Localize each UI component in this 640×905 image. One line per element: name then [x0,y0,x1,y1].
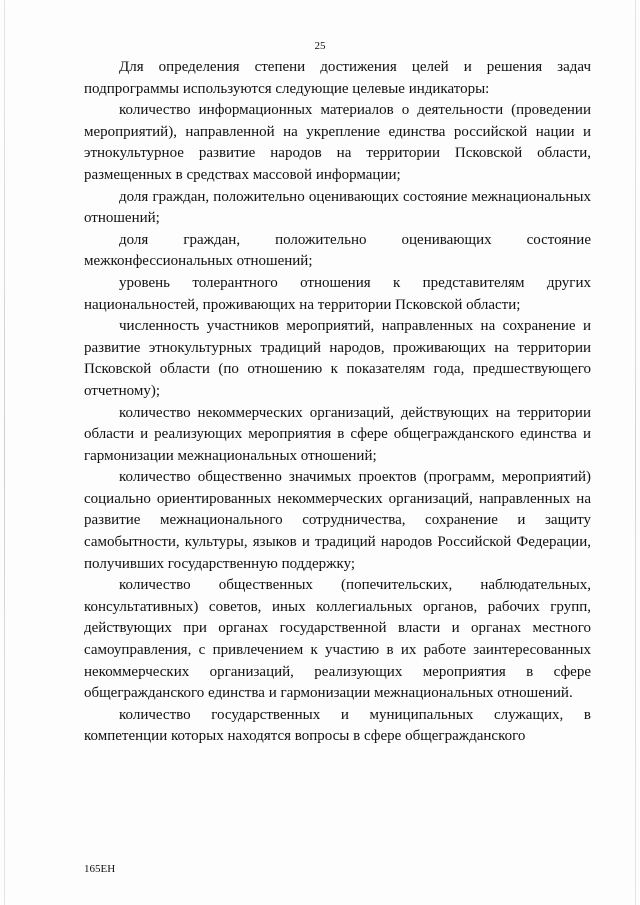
paragraph-indicator: доля граждан, положительно оценивающих состояние межнациональных отношений; [84,188,591,227]
paragraph-indicator: доля граждан, положительно оценивающих состояние межконфессиональных отношений; [84,231,591,270]
paragraph-intro: Для определения степени достижения целей и решения задач подпрограммы используются следующие целевые индикаторы: [84,59,591,97]
body-text [84,57,591,748]
scan-edge-right [635,0,636,905]
paragraph-indicator: количество общественных (попечительских, наблюдательных, консультативных) советов, иных коллегиальных органов, рабочих групп, действующих при органах государственной власти и органах местного самоуправления, с привлечением к участию в их работе заинтересованных некоммерческих организаций, реализующих мероприятия в сфере общегражданского единства и гармонизации межнациональных отношений. [84,577,591,702]
scan-edge-left [4,0,5,905]
paragraph-indicator: количество государственных и муниципальных служащих, в компетенции которых находятся вопросы в сфере общегражданского [84,706,591,745]
paragraph-indicator: количество общественно значимых проектов (программ, мероприятий) социально ориентированных некоммерческих организаций, направленных на развитие межнационального сотрудничества, сохранение и защиту самобытности, культуры, языков и традиций народов Российской Федерации, получивших государственную поддержку; [84,469,591,572]
footer-code: 165ЕН [84,863,116,875]
paragraph-indicator: уровень толерантного отношения к представителям других национальностей, проживающих на территории Псковской области; [84,274,591,313]
paragraph-indicator: численность участников мероприятий, направленных на сохранение и развитие этнокультурных традиций народов, проживающих на территории Псковской области (по отношению к показателям года, предшествующего отчетному); [84,318,591,399]
paragraph-indicator: количество информационных материалов о деятельности (проведении мероприятий), направленной на укрепление единства российской нации и этнокультурное развитие народов на территории Псковской области, размещенных в средствах массовой информации; [84,102,591,183]
page-number: 25 [314,40,326,52]
paragraph-indicator: количество некоммерческих организаций, действующих на территории области и реализующих мероприятия в сфере общегражданского единства и гармонизации межнациональных отношений; [84,404,591,464]
